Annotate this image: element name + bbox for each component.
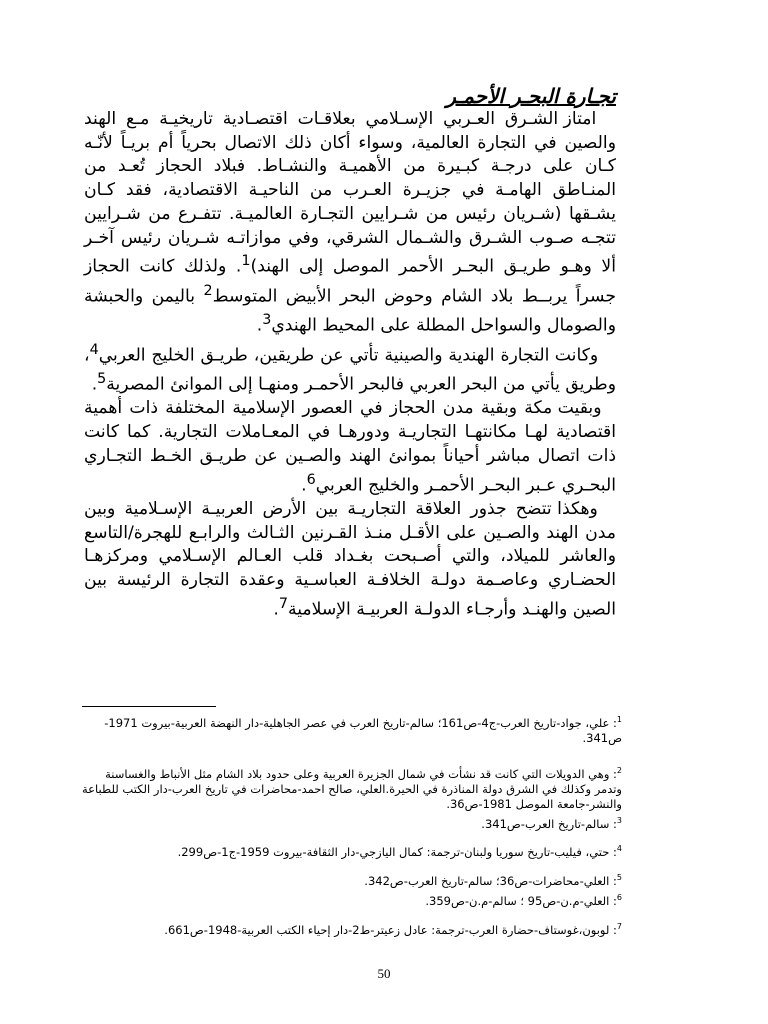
- footnote-text: : حتي، فيليب-تاريخ سوريا ولبنان-ترجمة: كمال اليازجي-دار الثقافة-بيروت 1959-ج1-ص299.: [177, 845, 617, 860]
- footnote-7: [82, 919, 622, 938]
- p1-seg-3: باليمن والحبشة والصومال والسواحل المطلة على المحيط الهندي: [84, 286, 616, 336]
- footnote-ref-2[interactable]: 2: [203, 282, 213, 299]
- footnote-ref-5[interactable]: 5: [97, 370, 107, 387]
- paragraph-4: [84, 498, 616, 622]
- footnotes: [82, 710, 622, 938]
- p4-seg-2: .: [273, 599, 279, 620]
- page-number: 50: [377, 966, 391, 981]
- footnote-text: : لوبون،غوستاف-حضارة العرب-ترجمة: عادل زعيتر-ط2-دار إحياء الكتب العربية-1948-ص661.: [164, 922, 617, 937]
- footnote-2: [82, 763, 622, 812]
- footnote-ref-6[interactable]: 6: [306, 471, 316, 488]
- footnote-text: : وهي الدويلات التي كانت قد نشأت في شمال الجزيرة العربية وعلى حدود بلاد الشام مثل الأنباط والغساسنة وتدمر وكذلك في الشرق دولة المناذرة في الحيرة.العلي، صالح احمد-محاضرات في تاريخ العرب-دار الكتب للطباعة والنشر-جامعة الموصل 1981-ص36.: [82, 766, 622, 811]
- footnote-ref-1[interactable]: 1: [241, 253, 251, 270]
- paragraph-3: [84, 397, 616, 498]
- p3-seg-2: .: [301, 475, 307, 496]
- footnote-ref-3[interactable]: 3: [262, 312, 272, 329]
- paragraph-1: [84, 108, 616, 339]
- paragraph-2: [84, 339, 616, 398]
- footnote-number: 6: [616, 893, 622, 903]
- footnote-text: : علي، جواد-تاريخ العرب-ج4-ص161؛ سالم-تاريخ العرب في عصر الجاهلية-دار النهضة العربية-بيروت 1971-ص341.: [104, 715, 622, 745]
- p2-seg-2: ، وطريق يأتي من البحر العربي فالبحر الأحمـر ومنهـا إلى الموانئ المصرية: [84, 345, 616, 395]
- p1-seg-2: . ولذلك كانت الحجاز جسراً يربــط بلاد الشام وحوض البحر الأبيض المتوسط: [84, 256, 616, 307]
- footnote-5: [82, 870, 622, 889]
- footnote-number: 1: [616, 715, 622, 724]
- footnote-number: 3: [616, 815, 622, 825]
- footnote-ref-4[interactable]: 4: [89, 341, 99, 358]
- footnote-number: 7: [616, 921, 622, 931]
- footnote-text: : العلي-محاضرات-ص36؛ سالم-تاريخ العرب-ص342.: [364, 874, 617, 889]
- footnote-separator: [82, 706, 216, 707]
- footnote-6: [82, 890, 622, 909]
- footnote-number: 4: [616, 844, 622, 854]
- footnote-text: : العلي-م.ن-ص95 ؛ سالم-م.ن-ص359.: [425, 893, 617, 908]
- footnote-1: [82, 712, 622, 746]
- body-text: [84, 108, 616, 622]
- footnote-number: 5: [616, 873, 622, 883]
- footnote-ref-7[interactable]: 7: [278, 595, 288, 612]
- p4-seg-1: وهكذا تتضح جذور العلاقة التجاريـة بين الأرض العربيـة الإسـلامية وبين مدن الهند والصـين على الأقـل منـذ القـرنين الثـالث والرابـع للهجرة/التاسع والعاشر للميلاد، والتي أصـبحت بغـداد قلب العـالم الإسـلامي ومركزهـا الحضـاري وعاصـمة دولـة الخلافـة العباسـية وعقدة التجارة الرئيسة بين الصين والهنـد وأرجـاء الدولـة العربيـة الإسلامية: [84, 498, 616, 620]
- p2-seg-3: .: [91, 374, 98, 395]
- footnote-4: [82, 841, 622, 860]
- footnote-number: 2: [616, 765, 622, 775]
- p3-seg-1: وبقيت مكة وبقية مدن الحجاز في العصور الإسلامية المختلفة ذات أهمية اقتصادية لهـا مكانتهـا التجاريـة ودورهـا في المعـاملات التجارية. كما كانت ذات اتصال مباشر أحياناً بموانئ الهند والصـين عن طريـق الخـط التجـاري البحـري عـبر البحـر الأحمـر والخليج العربي: [84, 398, 616, 496]
- p1-seg-4: .: [256, 315, 263, 336]
- page-title: تجـارة البحـر الأحمـر: [446, 84, 616, 108]
- p1-seg-1: امتاز الشـرق العـربي الإسـلامي بعلاقـات اقتصـادية تاريخيـة مـع الهند والصين في التجارة العالمية، وسواء أكان ذلك الاتصال بحرياً أم بريـاً لأنّـه كـان على درجـة كبـيرة من الأهميـة والنشـاط. فبلاد الحجاز تُعـد من المنـاطق الهامـة في جزيـرة العـرب من الناحيـة الاقتصادية، فقد كـان يشـقها (شـريان رئيس من شـرايين التجـارة العالميـة. تتفـرع من شـرايين تتجـه صـوب الشـرق والشـمال الشرقي، وفي موازاتـه شـريان رئيس آخـر ألا وهـو طريـق البحـر الأحمر الموصل إلى الهند): [84, 109, 616, 277]
- footnote-text: : سالم-تاريخ العرب-ص341.: [481, 816, 617, 831]
- p2-seg-1: وكانت التجارة الهندية والصينية تأتي عن طريقين، طريـق الخليج العربي: [98, 345, 599, 366]
- footnote-3: [82, 813, 622, 832]
